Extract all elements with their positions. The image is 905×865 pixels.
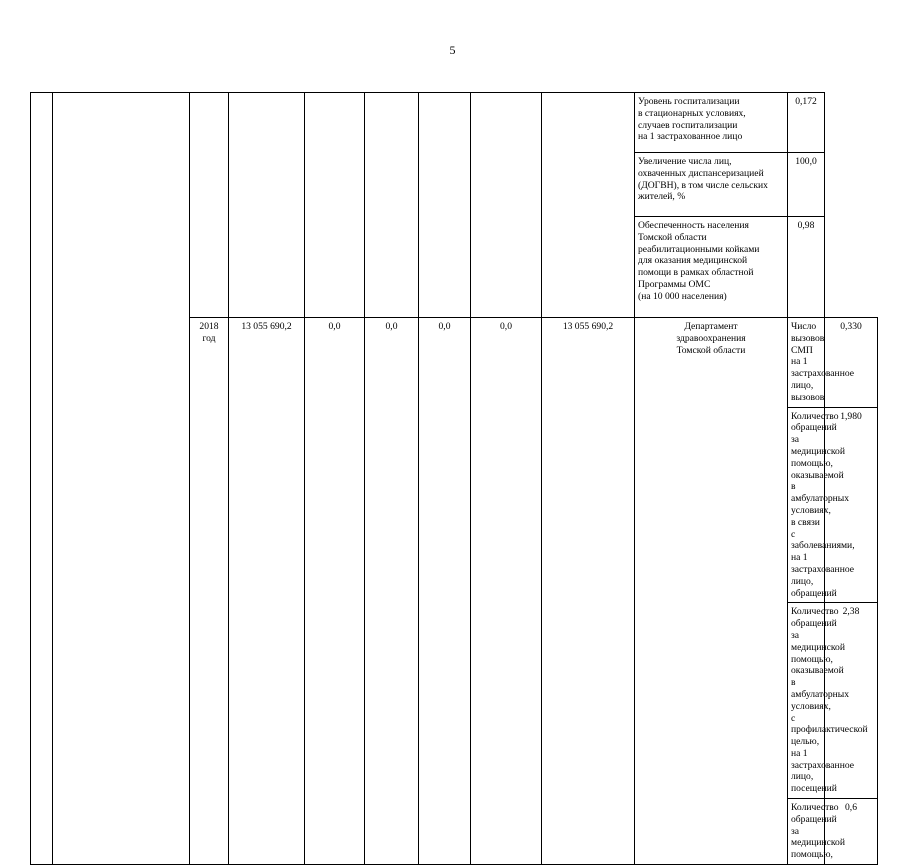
value-cell: 2,38 [825,603,878,799]
value-cell: 0,6 [825,799,878,865]
budget-table [30,92,878,865]
indicator-cell: Уровень госпитализации в стационарных условиях, случаев госпитализации на 1 застрахованное лицо [635,93,788,153]
indicator-cell: Количество обращений за медицинской помощью, оказываемой в амбулаторных условиях, в связи с заболеваниями, на 1 застрахованное лицо, обращений [788,407,825,603]
department-cell: Департамент здравоохранения Томской области [635,318,788,865]
indicator-cell: Увеличение числа лиц, охваченных диспансеризацией (ДОГВН), в том числе сельских жителей, % [635,153,788,217]
indicator-cell: Обеспеченность населения Томской области реабилитационными койками для оказания медицинской помощи в рамках областной Программы ОМС (на 10 000 населения) [635,217,788,318]
empty-cell [190,93,229,318]
indicator-cell: Количество обращений за медицинской помощью, [788,799,825,865]
empty-cell [365,93,419,318]
empty-cell [305,93,365,318]
value-cell: 1,980 [825,407,878,603]
indicator-cell: Количество обращений за медицинской помощью, оказываемой в амбулаторных условиях, с профилактической целью, на 1 застрахованное лицо, посещений [788,603,825,799]
federal-cell: 0,0 [305,318,365,865]
page-number: 5 [449,43,456,57]
empty-cell [31,93,53,865]
value-cell: 0,98 [788,217,825,318]
empty-cell [229,93,305,318]
value-cell: 0,172 [788,93,825,153]
empty-cell [419,93,471,318]
regional-cell: 0,0 [365,318,419,865]
value-cell: 100,0 [788,153,825,217]
empty-cell [542,93,635,318]
other-cell: 0,0 [471,318,542,865]
oms-cell: 13 055 690,2 [542,318,635,865]
table-row [31,93,878,153]
value-cell: 0,330 [825,318,878,408]
indicator-cell: Число вызовов СМП на 1 застрахованное лицо, вызовов [788,318,825,408]
local-cell: 0,0 [419,318,471,865]
total-cell: 13 055 690,2 [229,318,305,865]
empty-cell [471,93,542,318]
year-cell: 2018 год [190,318,229,865]
empty-cell [53,93,190,865]
